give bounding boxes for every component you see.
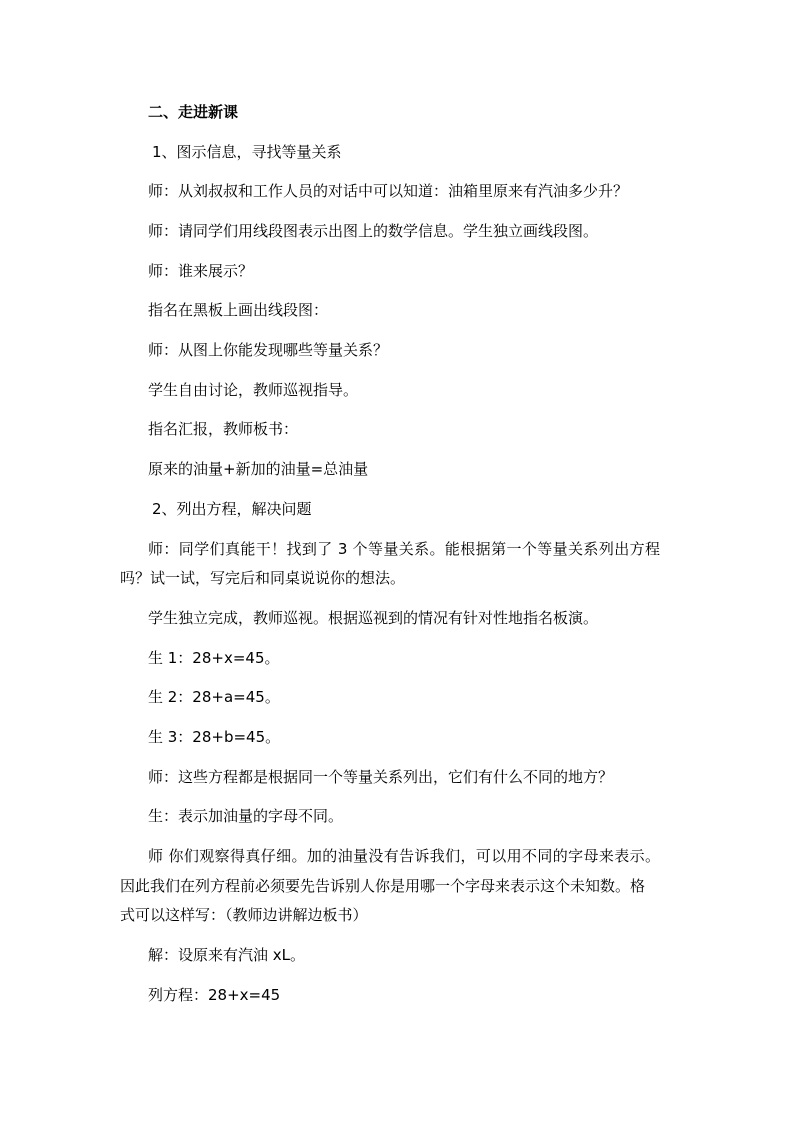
paragraph-line: 因此我们在列方程前必须要先告诉别人你是用哪一个字母来表示这个未知数。格 <box>120 877 646 895</box>
student-answer-line: 生 1：28+x=45。 <box>148 649 280 667</box>
solution-line: 解：设原来有汽油 xL。 <box>148 946 306 964</box>
subsection-heading-2: 2、列出方程，解决问题 <box>152 500 312 518</box>
student-answer-line: 生 2：28+a=45。 <box>148 688 280 706</box>
student-answer-line: 生 3：28+b=45。 <box>148 728 281 746</box>
paragraph-line: 师：谁来展示？ <box>148 262 254 280</box>
paragraph-line: 吗？试一试，写完后和同桌说说你的想法。 <box>120 569 406 587</box>
paragraph-line: 师：同学们真能干！找到了 3 个等量关系。能根据第一个等量关系列出方程 <box>148 540 660 558</box>
paragraph-line: 师：请同学们用线段图表示出图上的数学信息。学生独立画线段图。 <box>148 222 599 240</box>
paragraph-line: 生：表示加油量的字母不同。 <box>148 807 344 825</box>
paragraph-line: 师：从刘叔叔和工作人员的对话中可以知道：油箱里原来有汽油多少升？ <box>148 182 629 200</box>
subsection-heading-1: 1、图示信息，寻找等量关系 <box>152 143 342 161</box>
paragraph-line: 师 你们观察得真仔细。加的油量没有告诉我们，可以用不同的字母来表示。 <box>148 847 660 865</box>
paragraph-line: 师：这些方程都是根据同一个等量关系列出，它们有什么不同的地方？ <box>148 768 614 786</box>
equation-line: 列方程：28+x=45 <box>148 986 281 1004</box>
equation-line: 原来的油量+新加的油量=总油量 <box>148 460 369 478</box>
paragraph-line: 指名在黑板上画出线段图： <box>148 301 329 319</box>
paragraph-line: 学生独立完成，教师巡视。根据巡视到的情况有针对性地指名板演。 <box>148 609 599 627</box>
paragraph-line: 指名汇报，教师板书： <box>148 420 299 438</box>
paragraph-line: 学生自由讨论，教师巡视指导。 <box>148 381 359 399</box>
paragraph-line: 式可以这样写：（教师边讲解边板书） <box>120 906 368 924</box>
section-heading: 二、走进新课 <box>148 103 239 121</box>
paragraph-line: 师：从图上你能发现哪些等量关系？ <box>148 341 389 359</box>
